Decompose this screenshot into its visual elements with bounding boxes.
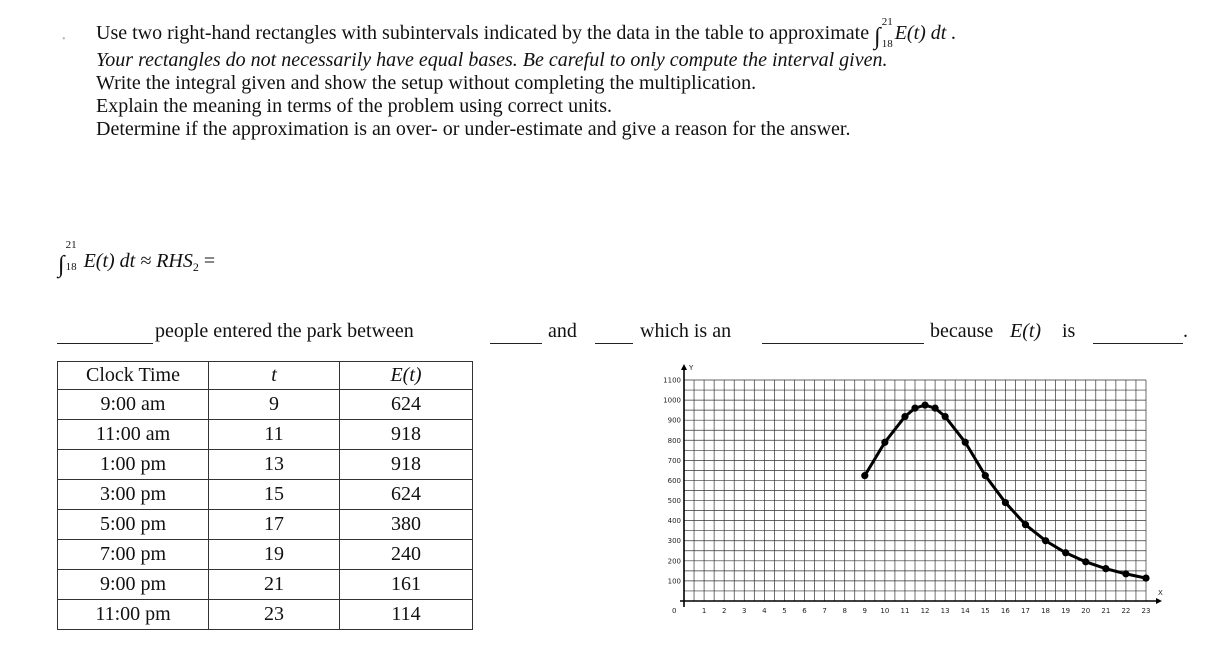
table-row bbox=[58, 600, 473, 630]
x-tick-label: 6 bbox=[802, 607, 807, 615]
data-point bbox=[911, 405, 918, 412]
table-cell: 918 bbox=[340, 450, 473, 480]
table-cell: 11 bbox=[209, 420, 340, 450]
instruction-line-1 bbox=[96, 16, 957, 50]
instruction-line-3: Write the integral given and show the setup without completing the multiplication. bbox=[96, 72, 757, 94]
x-tick-label: 23 bbox=[1141, 607, 1151, 615]
origin-label: 0 bbox=[672, 607, 677, 615]
data-point bbox=[962, 439, 969, 446]
sentence-part-4: because bbox=[930, 320, 994, 342]
instruction-line-1-text: Use two right-hand rectangles with subintervals indicated by the data in the table to approximate bbox=[96, 22, 870, 44]
table-cell: 3:00 pm bbox=[58, 480, 209, 510]
data-point bbox=[881, 439, 888, 446]
y-tick-label: 200 bbox=[667, 557, 681, 566]
integrand: E(t) dt . bbox=[894, 22, 957, 44]
table-cell: 5:00 pm bbox=[58, 510, 209, 540]
integral-lower-limit: 18 bbox=[881, 38, 893, 50]
approximation-equals: = bbox=[203, 250, 216, 272]
y-tick-label: 700 bbox=[667, 456, 681, 465]
line-chart bbox=[640, 360, 1170, 630]
x-tick-label: 22 bbox=[1121, 607, 1131, 615]
y-axis-label: Y bbox=[689, 364, 694, 372]
table-cell: 15 bbox=[209, 480, 340, 510]
answer-blank-estimate-type[interactable] bbox=[762, 343, 924, 344]
sentence-end: . bbox=[1183, 320, 1188, 342]
table-row bbox=[58, 480, 473, 510]
integral-lower-limit: 18 bbox=[65, 261, 77, 273]
bullet-marker: • bbox=[62, 34, 66, 45]
integral-limits bbox=[881, 16, 895, 50]
data-point bbox=[921, 402, 928, 409]
y-tick-label: 1100 bbox=[663, 376, 681, 385]
data-point bbox=[1002, 499, 1009, 506]
x-axis-label: X bbox=[1158, 589, 1163, 597]
x-tick-label: 4 bbox=[762, 607, 767, 615]
x-tick-label: 3 bbox=[742, 607, 747, 615]
x-tick-label: 10 bbox=[880, 607, 890, 615]
y-axis-arrow bbox=[681, 364, 687, 370]
x-tick-label: 7 bbox=[822, 607, 827, 615]
integral-symbol: ∫ bbox=[874, 24, 881, 50]
sentence-function: E(t) bbox=[1010, 320, 1042, 342]
table-cell: 9:00 am bbox=[58, 390, 209, 420]
y-tick-label: 300 bbox=[667, 537, 681, 546]
integral-upper-limit: 21 bbox=[65, 239, 77, 251]
x-tick-label: 20 bbox=[1081, 607, 1091, 615]
sentence-part-3: which is an bbox=[640, 320, 732, 342]
instruction-line-4: Explain the meaning in terms of the problem using correct units. bbox=[96, 95, 612, 117]
answer-blank-start-time[interactable] bbox=[490, 343, 542, 344]
data-point bbox=[931, 405, 938, 412]
data-point bbox=[1082, 558, 1089, 565]
table-cell: 380 bbox=[340, 510, 473, 540]
table-header: t bbox=[209, 362, 340, 390]
y-tick-label: 500 bbox=[667, 497, 681, 506]
table-row bbox=[58, 570, 473, 600]
data-point bbox=[1062, 549, 1069, 556]
data-point bbox=[942, 413, 949, 420]
x-tick-label: 13 bbox=[940, 607, 950, 615]
data-table bbox=[57, 361, 473, 630]
y-tick-label: 600 bbox=[667, 476, 681, 485]
approximation-expression bbox=[58, 239, 216, 279]
data-point bbox=[1142, 574, 1149, 581]
answer-blank-reason[interactable] bbox=[1093, 343, 1183, 344]
table-cell: 9 bbox=[209, 390, 340, 420]
table-header: Clock Time bbox=[58, 362, 209, 390]
data-point bbox=[1122, 570, 1129, 577]
table-row bbox=[58, 540, 473, 570]
x-tick-label: 19 bbox=[1061, 607, 1071, 615]
table-row bbox=[58, 510, 473, 540]
table-cell: 9:00 pm bbox=[58, 570, 209, 600]
y-tick-label: 800 bbox=[667, 436, 681, 445]
x-tick-label: 12 bbox=[920, 607, 930, 615]
table-header: E(t) bbox=[340, 362, 473, 390]
data-point bbox=[1042, 537, 1049, 544]
y-tick-label: 900 bbox=[667, 416, 681, 425]
table-cell: 11:00 pm bbox=[58, 600, 209, 630]
approximation-subscript: 2 bbox=[192, 260, 199, 274]
answer-blank-end-time[interactable] bbox=[595, 343, 633, 344]
y-tick-label: 400 bbox=[667, 517, 681, 526]
table-cell: 21 bbox=[209, 570, 340, 600]
data-point bbox=[1102, 565, 1109, 572]
x-axis-arrow bbox=[1156, 598, 1162, 604]
x-tick-label: 9 bbox=[862, 607, 868, 615]
instruction-line-2: Your rectangles do not necessarily have equal bases. Be careful to only compute the interval given. bbox=[96, 49, 888, 71]
sentence-part-2: and bbox=[548, 320, 577, 342]
table-cell: 161 bbox=[340, 570, 473, 600]
y-tick-label: 100 bbox=[667, 577, 681, 586]
x-tick-label: 17 bbox=[1021, 607, 1030, 615]
table-cell: 23 bbox=[209, 600, 340, 630]
table-cell: 13 bbox=[209, 450, 340, 480]
integral-symbol: ∫ bbox=[58, 252, 65, 278]
sentence-part-6: is bbox=[1062, 320, 1076, 342]
data-point bbox=[861, 472, 868, 479]
x-tick-label: 2 bbox=[721, 607, 727, 615]
data-point bbox=[901, 413, 908, 420]
table-cell: 7:00 pm bbox=[58, 540, 209, 570]
approximation-text: E(t) dt ≈ RHS bbox=[83, 250, 193, 272]
table-row bbox=[58, 450, 473, 480]
table-header-row bbox=[58, 362, 473, 390]
instructions bbox=[96, 16, 957, 141]
table-cell: 624 bbox=[340, 480, 473, 510]
y-tick-label: 1000 bbox=[663, 396, 681, 405]
answer-blank-count[interactable] bbox=[57, 343, 153, 344]
instruction-line-5: Determine if the approximation is an over- or under-estimate and give a reason for the answer. bbox=[96, 118, 851, 140]
integral-upper-limit: 21 bbox=[881, 16, 893, 28]
x-tick-label: 21 bbox=[1101, 607, 1111, 615]
x-tick-label: 11 bbox=[900, 607, 910, 615]
sentence-part-1: people entered the park between bbox=[155, 320, 414, 342]
table-cell: 11:00 am bbox=[58, 420, 209, 450]
table-row bbox=[58, 390, 473, 420]
x-tick-label: 14 bbox=[960, 607, 970, 615]
x-tick-label: 1 bbox=[701, 607, 707, 615]
table-cell: 17 bbox=[209, 510, 340, 540]
table-cell: 114 bbox=[340, 600, 473, 630]
table-row bbox=[58, 420, 473, 450]
table-cell: 19 bbox=[209, 540, 340, 570]
x-tick-label: 8 bbox=[842, 607, 847, 615]
x-tick-label: 18 bbox=[1041, 607, 1051, 615]
table-cell: 240 bbox=[340, 540, 473, 570]
data-point bbox=[982, 472, 989, 479]
data-point bbox=[1022, 521, 1029, 528]
x-tick-label: 5 bbox=[782, 607, 787, 615]
table-cell: 1:00 pm bbox=[58, 450, 209, 480]
x-tick-label: 16 bbox=[1000, 607, 1010, 615]
integral-limits bbox=[65, 239, 79, 273]
x-tick-label: 15 bbox=[980, 607, 990, 615]
table-cell: 918 bbox=[340, 420, 473, 450]
table-cell: 624 bbox=[340, 390, 473, 420]
